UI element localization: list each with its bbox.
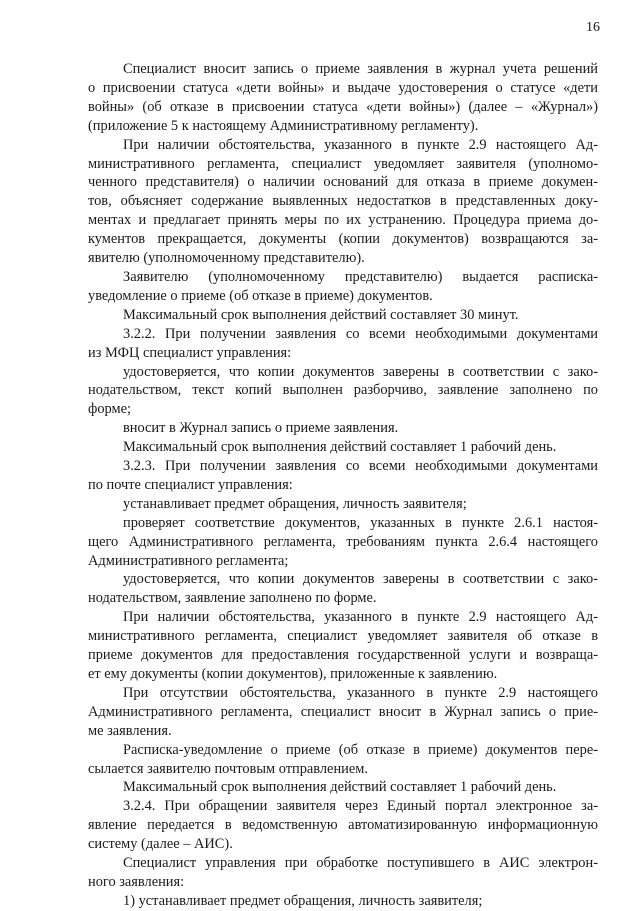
paragraph-check-compliance xyxy=(88,514,598,571)
page-number: 16 xyxy=(586,20,600,35)
paragraph-establish-subject xyxy=(88,495,598,514)
text-line: удостоверяется, что копии документов заверены в соответствии с зако- xyxy=(123,571,598,588)
paragraph-max-time-30 xyxy=(88,306,598,325)
text-line: 1) устанавливает предмет обращения, личность заявителя; xyxy=(123,892,483,909)
text-line: 3.2.3. При получении заявления со всеми необходимыми документами xyxy=(123,458,598,475)
text-line: форме; xyxy=(88,401,131,418)
paragraph-journal-entry xyxy=(88,60,598,136)
text-line: министративного регламента, специалист уведомляет заявителя об отказе в xyxy=(88,628,598,645)
text-line: систему (далее – АИС). xyxy=(88,836,233,853)
text-line: кументов прекращается, документы (копии документов) возвращаются за- xyxy=(88,231,598,248)
text-line: приеме документов для предоставления государственной услуги и возвраща- xyxy=(88,647,598,664)
paragraph-max-time-1-day xyxy=(88,438,598,457)
text-line: нодательством, заявление заполнено по форме. xyxy=(88,590,377,607)
text-line: 3.2.2. При получении заявления со всеми необходимыми документами xyxy=(123,325,598,342)
text-line: При наличии обстоятельства, указанного в пункте 2.9 настоящего Ад- xyxy=(123,136,598,153)
paragraph-no-grounds xyxy=(88,684,598,741)
text-line: ного заявления: xyxy=(88,873,185,890)
paragraph-refusal-grounds xyxy=(88,136,598,268)
text-line: ченного представителя) о наличии оснований для отказа в приеме докумен- xyxy=(88,174,598,191)
text-line: щего Административного регламента, требованиям пункта 2.6.4 настоящего xyxy=(88,533,598,550)
text-line: Расписка-уведомление о приеме (об отказе в приеме) документов пере- xyxy=(123,741,598,758)
text-line: удостоверяется, что копии документов заверены в соответствии с зако- xyxy=(123,363,598,380)
text-line: Специалист управления при обработке поступившего в АИС электрон- xyxy=(123,855,598,872)
paragraph-3-2-3 xyxy=(88,457,598,495)
paragraph-max-time-1-day-2 xyxy=(88,778,598,797)
text-line: Специалист вносит запись о приеме заявления в журнал учета решений xyxy=(123,61,598,77)
paragraph-3-2-4 xyxy=(88,797,598,854)
text-line: сылается заявителю почтовым отправлением. xyxy=(88,760,368,777)
text-line: проверяет соответствие документов, указанных в пункте 2.6.1 настоя- xyxy=(123,514,598,531)
paragraph-receipt-notice xyxy=(88,268,598,306)
text-line: Максимальный срок выполнения действий составляет 30 минут. xyxy=(123,306,519,323)
paragraph-receipt-mailed xyxy=(88,741,598,779)
paragraph-ais-processing xyxy=(88,854,598,892)
text-line: ме заявления. xyxy=(88,722,172,739)
paragraph-verify-copies xyxy=(88,363,598,420)
text-line: явителю (уполномоченному представителю). xyxy=(88,250,365,267)
text-line: тов, объясняет содержание выявленных недостатков в представленных доку- xyxy=(88,193,598,210)
text-line: уведомление о приеме (об отказе в приеме) документов. xyxy=(88,287,433,304)
paragraph-refusal-mail xyxy=(88,608,598,684)
text-line: 3.2.4. При обращении заявителя через Единый портал электронное за- xyxy=(123,798,598,815)
paragraph-item-1 xyxy=(88,892,598,911)
text-line: о присвоении статуса «дети войны» и выдаче удостоверения о статусе «дети xyxy=(88,79,598,96)
text-line: нодательством, текст копий выполнен разборчиво, заявление заполнено по xyxy=(88,382,598,399)
text-line: ментах и предлагает принять меры по их устранению. Процедура приема до- xyxy=(88,212,598,229)
text-line: Административного регламента, специалист вносит в Журнал запись о прие- xyxy=(88,703,598,720)
paragraph-journal-record xyxy=(88,419,598,438)
paragraph-verify-copies-mail xyxy=(88,570,598,608)
text-line: министративного регламента, специалист уведомляет заявителя (уполномо- xyxy=(88,155,598,172)
text-line: ет ему документы (копии документов), приложенные к заявлению. xyxy=(88,666,498,682)
text-line: При наличии обстоятельства, указанного в пункте 2.9 настоящего Ад- xyxy=(123,609,598,626)
text-line: Заявителю (уполномоченному представителю) выдается расписка- xyxy=(123,268,598,285)
text-line: Административного регламента; xyxy=(88,552,289,569)
text-line: из МФЦ специалист управления: xyxy=(88,344,292,361)
text-line: Максимальный срок выполнения действий составляет 1 рабочий день. xyxy=(123,779,557,796)
text-line: Максимальный срок выполнения действий составляет 1 рабочий день. xyxy=(123,439,557,456)
text-line: войны» (об отказе в присвоении статуса «дети войны») (далее – «Журнал») xyxy=(88,98,598,115)
text-line: явление передается в ведомственную автоматизированную информационную xyxy=(88,817,598,834)
document-body xyxy=(88,60,598,911)
text-line: по почте специалист управления: xyxy=(88,476,293,493)
text-line: (приложение 5 к настоящему Административному регламенту). xyxy=(88,117,479,134)
text-line: устанавливает предмет обращения, личность заявителя; xyxy=(123,495,467,512)
text-line: вносит в Журнал запись о приеме заявления. xyxy=(123,420,399,437)
paragraph-3-2-2 xyxy=(88,325,598,363)
text-line: При отсутствии обстоятельства, указанного в пункте 2.9 настоящего xyxy=(123,684,598,701)
